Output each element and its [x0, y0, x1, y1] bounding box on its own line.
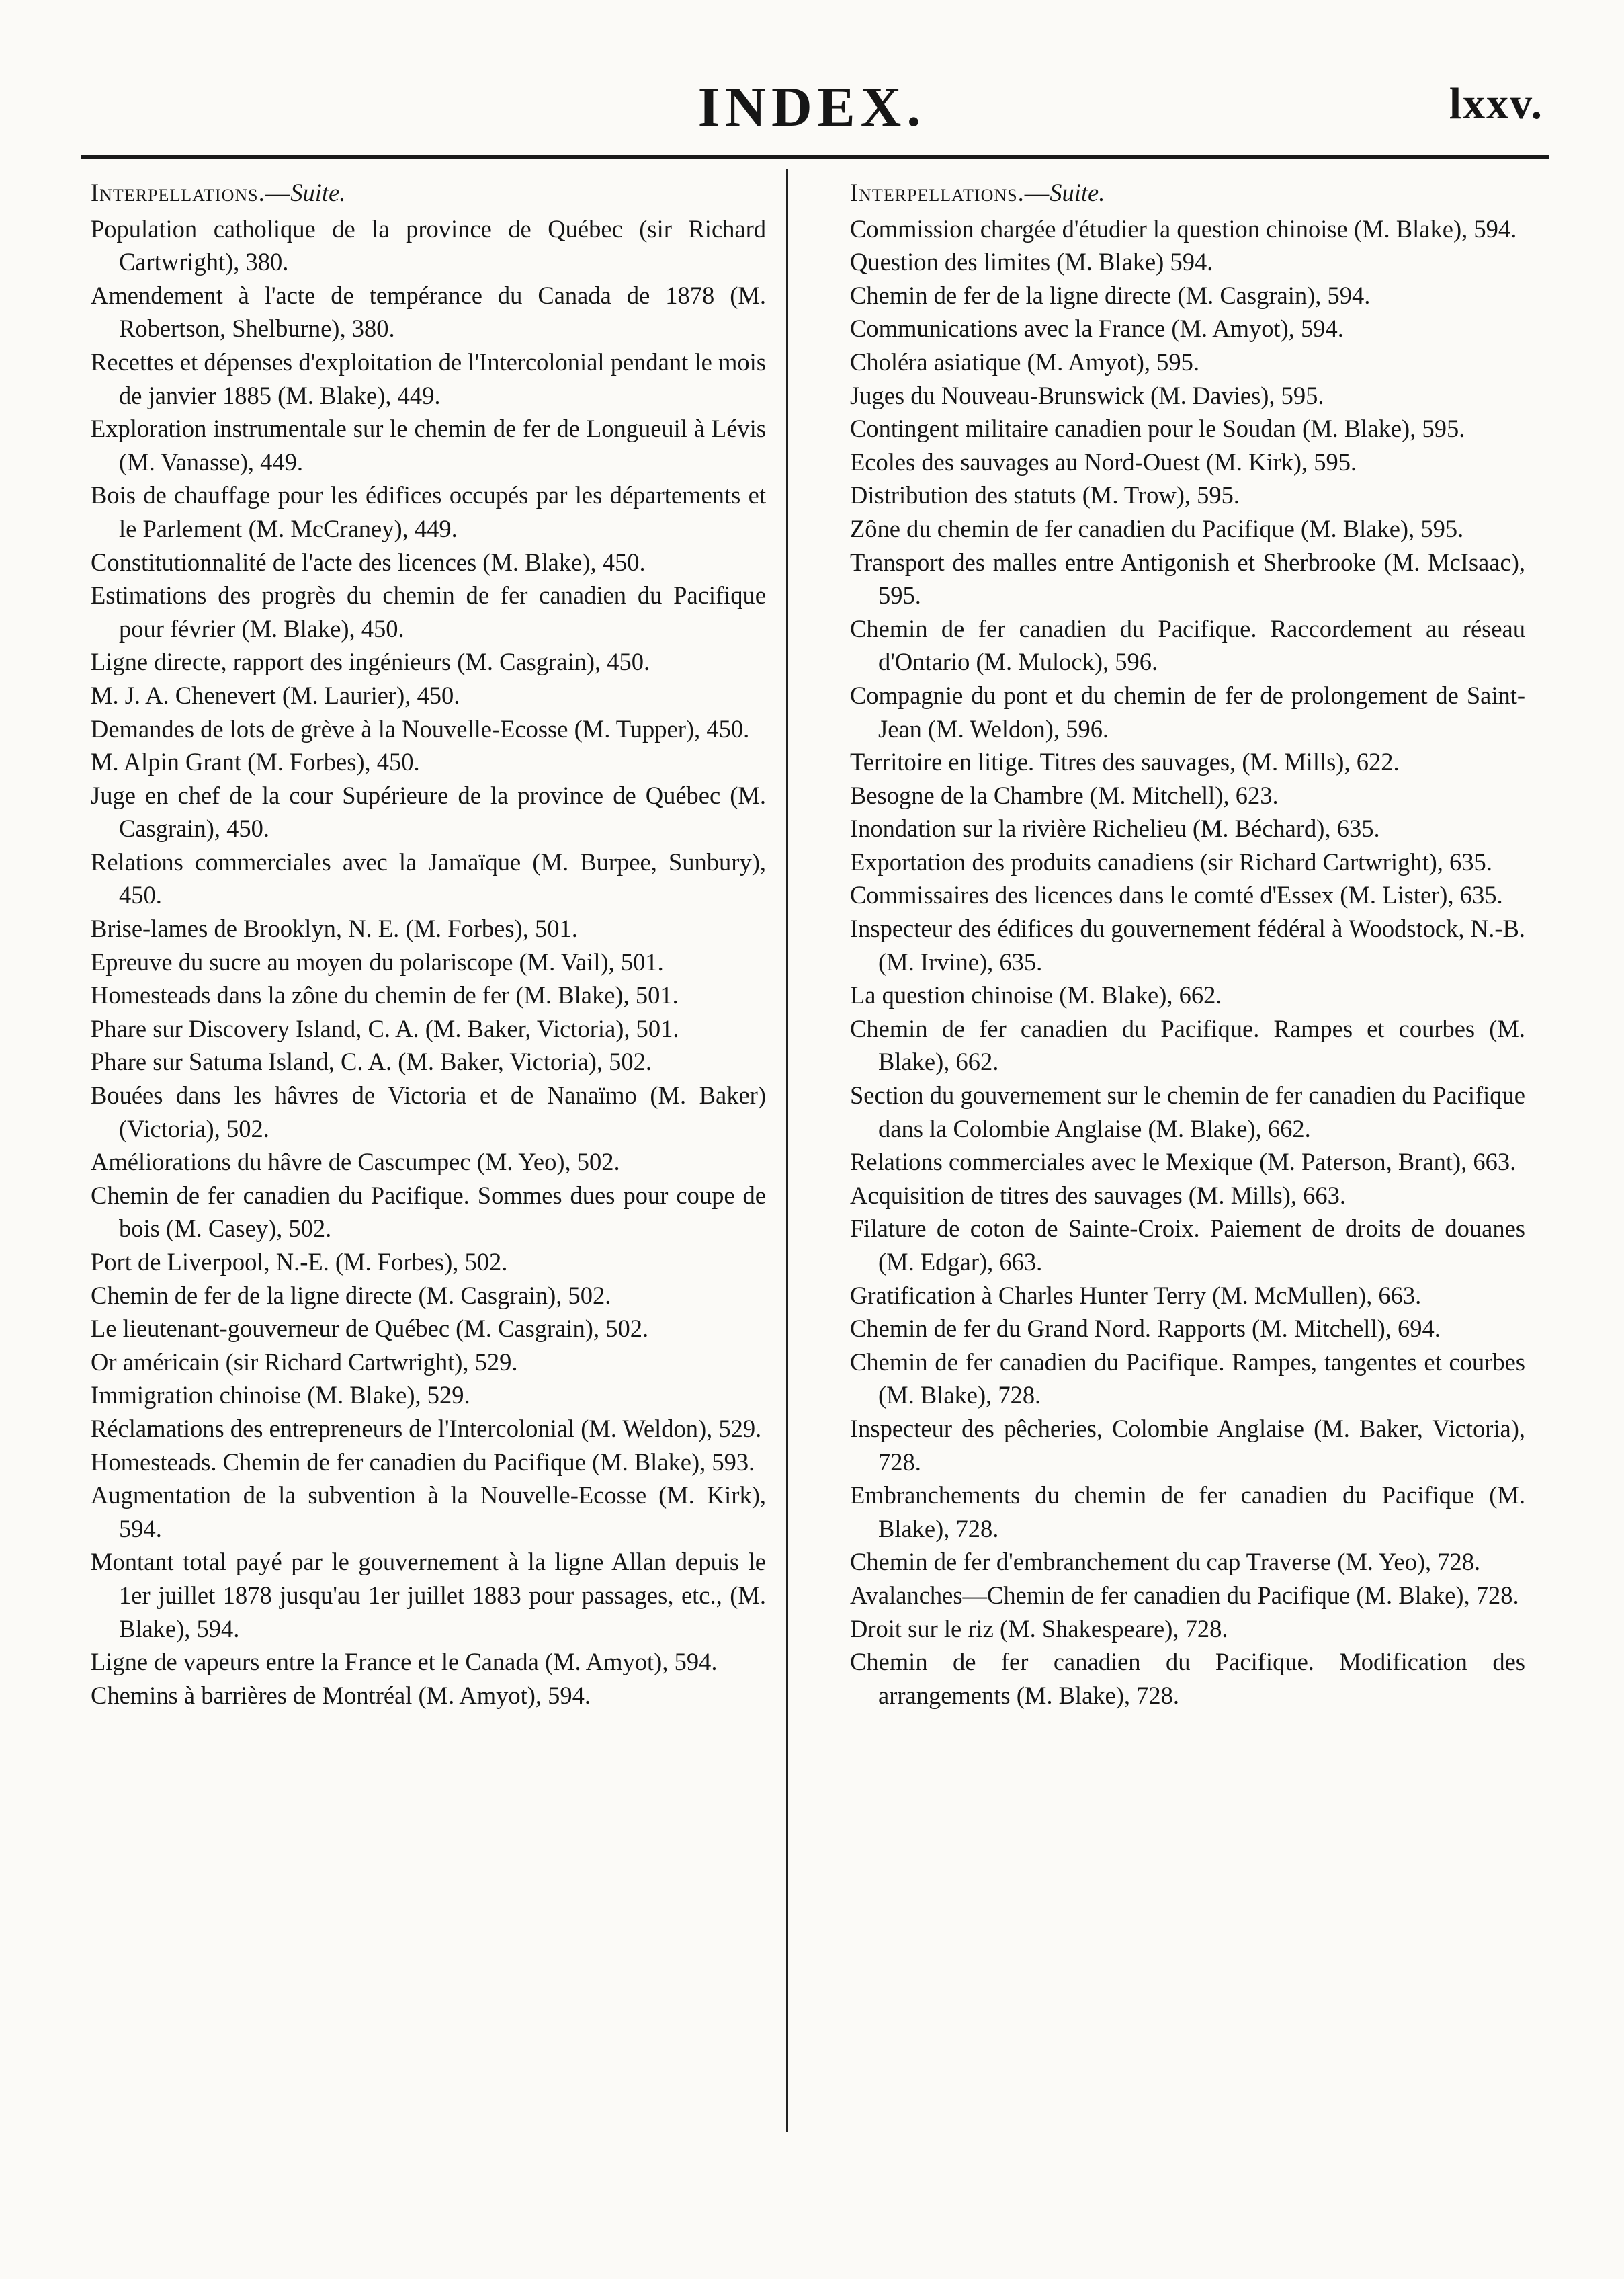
index-entry: Territoire en litige. Titres des sauvages, (M. Mills), 622.: [850, 748, 1400, 776]
column-divider: [786, 169, 788, 2132]
index-entry: Communications avec la France (M. Amyot), 594.: [850, 315, 1344, 343]
index-entry: Transport des malles entre Antigonish et Sherbrooke (M. McIsaac), 595.: [850, 548, 1525, 610]
index-entry: Avalanches—Chemin de fer canadien du Pacifique (M. Blake), 728.: [850, 1581, 1519, 1609]
index-entry: Bouées dans les hâvres de Victoria et de Nanaïmo (M. Baker) (Victoria), 502.: [91, 1081, 766, 1143]
index-entry: M. Alpin Grant (M. Forbes), 450.: [91, 748, 420, 776]
index-entry: Epreuve du sucre au moyen du polariscope (M. Vail), 501.: [91, 948, 664, 976]
index-entry: Question des limites (M. Blake) 594.: [850, 248, 1213, 276]
index-entry: Chemin de fer du Grand Nord. Rapports (M. Mitchell), 694.: [850, 1315, 1441, 1343]
index-entry: Juge en chef de la cour Supérieure de la province de Québec (M. Casgrain), 450.: [91, 781, 766, 843]
left-column: [91, 176, 766, 1712]
index-entry: Chemin de fer de la ligne directe (M. Casgrain), 502.: [91, 1281, 611, 1309]
index-entry: Ligne directe, rapport des ingénieurs (M. Casgrain), 450.: [91, 648, 650, 676]
index-entry: Relations commerciales avec le Mexique (M. Paterson, Brant), 663.: [850, 1148, 1516, 1176]
index-entry: Choléra asiatique (M. Amyot), 595.: [850, 347, 1200, 376]
index-entry: Population catholique de la province de Québec (sir Richard Cartwright), 380.: [91, 214, 766, 276]
index-entry: Commission chargée d'étudier la question chinoise (M. Blake), 594.: [850, 214, 1517, 243]
index-entry: Brise-lames de Brooklyn, N. E. (M. Forbes), 501.: [91, 915, 578, 943]
index-entry: Inondation sur la rivière Richelieu (M. Béchard), 635.: [850, 815, 1380, 843]
index-entry: M. J. A. Chenevert (M. Laurier), 450.: [91, 681, 460, 709]
index-entry: Chemin de fer canadien du Pacifique. Rampes, tangentes et courbes (M. Blake), 728.: [850, 1348, 1525, 1409]
index-entry: Homesteads dans la zône du chemin de fer (M. Blake), 501.: [91, 981, 679, 1009]
index-entry: Besogne de la Chambre (M. Mitchell), 623.: [850, 781, 1279, 809]
index-entry: Immigration chinoise (M. Blake), 529.: [91, 1381, 470, 1409]
index-entry: Inspecteur des pêcheries, Colombie Anglaise (M. Baker, Victoria), 728.: [850, 1414, 1525, 1476]
index-entry: Constitutionnalité de l'acte des licences (M. Blake), 450.: [91, 548, 646, 576]
index-entry: Demandes de lots de grève à la Nouvelle-Ecosse (M. Tupper), 450.: [91, 714, 750, 743]
index-entry: Embranchements du chemin de fer canadien du Pacifique (M. Blake), 728.: [850, 1481, 1525, 1542]
index-entry: Zône du chemin de fer canadien du Pacifique (M. Blake), 595.: [850, 514, 1464, 542]
index-entry: Montant total payé par le gouvernement à la ligne Allan depuis le 1er juillet 1878 jusqu'au 1er juillet 1883 pour passages, etc., (M. Blake), 594.: [91, 1548, 766, 1643]
page-header: [0, 0, 1624, 161]
index-entry: Estimations des progrès du chemin de fer canadien du Pacifique pour février (M. Blake), 450.: [91, 581, 766, 643]
index-entry: Droit sur le riz (M. Shakespeare), 728.: [850, 1614, 1228, 1643]
index-entry: Homesteads. Chemin de fer canadien du Pacifique (M. Blake), 593.: [91, 1448, 755, 1476]
header-rule: [81, 155, 1549, 159]
index-entry: Port de Liverpool, N.-E. (M. Forbes), 502.: [91, 1248, 508, 1276]
left-heading-main: Interpellations.—: [91, 179, 291, 206]
index-entry: Améliorations du hâvre de Cascumpec (M. Yeo), 502.: [91, 1148, 620, 1176]
index-entry: Phare sur Discovery Island, C. A. (M. Baker, Victoria), 501.: [91, 1014, 679, 1042]
index-entry: Contingent militaire canadien pour le Soudan (M. Blake), 595.: [850, 415, 1465, 443]
index-entry: Bois de chauffage pour les édifices occupés par les départements et le Parlement (M. McCraney), 449.: [91, 481, 766, 542]
index-entry: Compagnie du pont et du chemin de fer de prolongement de Saint-Jean (M. Weldon), 596.: [850, 681, 1525, 743]
index-entry: Chemin de fer canadien du Pacifique. Sommes dues pour coupe de bois (M. Casey), 502.: [91, 1181, 766, 1243]
index-entry: Relations commerciales avec la Jamaïque (M. Burpee, Sunbury), 450.: [91, 847, 766, 909]
page-number: lxxv.: [1449, 79, 1543, 128]
index-entry: Commissaires des licences dans le comté d'Essex (M. Lister), 635.: [850, 881, 1503, 909]
right-heading-suffix: Suite.: [1050, 179, 1105, 206]
index-entry: Inspecteur des édifices du gouvernement fédéral à Woodstock, N.-B. (M. Irvine), 635.: [850, 915, 1525, 976]
right-column-heading: [850, 176, 1525, 210]
index-entry: Exportation des produits canadiens (sir Richard Cartwright), 635.: [850, 847, 1492, 876]
index-entry: Chemin de fer d'embranchement du cap Traverse (M. Yeo), 728.: [850, 1548, 1481, 1576]
index-entry: Chemin de fer canadien du Pacifique. Raccordement au réseau d'Ontario (M. Mulock), 596.: [850, 614, 1525, 676]
index-entry: Le lieutenant-gouverneur de Québec (M. Casgrain), 502.: [91, 1315, 649, 1343]
index-entry: Amendement à l'acte de tempérance du Canada de 1878 (M. Robertson, Shelburne), 380.: [91, 281, 766, 343]
index-entry: Exploration instrumentale sur le chemin de fer de Longueuil à Lévis (M. Vanasse), 449.: [91, 415, 766, 476]
page-title: INDEX.: [697, 76, 927, 138]
index-entry: Chemins à barrières de Montréal (M. Amyot), 594.: [91, 1681, 591, 1709]
index-entry: Distribution des statuts (M. Trow), 595.: [850, 481, 1240, 509]
index-entry: Augmentation de la subvention à la Nouvelle-Ecosse (M. Kirk), 594.: [91, 1481, 766, 1542]
index-entry: Gratification à Charles Hunter Terry (M. McMullen), 663.: [850, 1281, 1422, 1309]
index-entry: Phare sur Satuma Island, C. A. (M. Baker, Victoria), 502.: [91, 1048, 652, 1076]
index-entry: Recettes et dépenses d'exploitation de l'Intercolonial pendant le mois de janvier 1885 (M. Blake), 449.: [91, 347, 766, 409]
index-entry: Chemin de fer de la ligne directe (M. Casgrain), 594.: [850, 281, 1371, 309]
index-entry: Réclamations des entrepreneurs de l'Intercolonial (M. Weldon), 529.: [91, 1414, 762, 1442]
index-entry: Or américain (sir Richard Cartwright), 529.: [91, 1348, 518, 1376]
index-entry: Chemin de fer canadien du Pacifique. Rampes et courbes (M. Blake), 662.: [850, 1014, 1525, 1076]
left-column-heading: [91, 176, 766, 210]
right-heading-main: Interpellations.—: [850, 179, 1050, 206]
index-entry: Section du gouvernement sur le chemin de fer canadien du Pacifique dans la Colombie Anglaise (M. Blake), 662.: [850, 1081, 1525, 1143]
index-entry: Juges du Nouveau-Brunswick (M. Davies), 595.: [850, 381, 1324, 409]
index-entry: Ecoles des sauvages au Nord-Ouest (M. Kirk), 595.: [850, 448, 1357, 476]
left-heading-suffix: Suite.: [290, 179, 346, 206]
index-entry: La question chinoise (M. Blake), 662.: [850, 981, 1222, 1009]
index-entry: Ligne de vapeurs entre la France et le Canada (M. Amyot), 594.: [91, 1648, 718, 1676]
right-column: [850, 176, 1525, 1712]
index-entry: Filature de coton de Sainte-Croix. Paiement de droits de douanes (M. Edgar), 663.: [850, 1214, 1525, 1276]
index-entry: Acquisition de titres des sauvages (M. Mills), 663.: [850, 1181, 1347, 1209]
index-entry: Chemin de fer canadien du Pacifique. Modification des arrangements (M. Blake), 728.: [850, 1648, 1525, 1709]
